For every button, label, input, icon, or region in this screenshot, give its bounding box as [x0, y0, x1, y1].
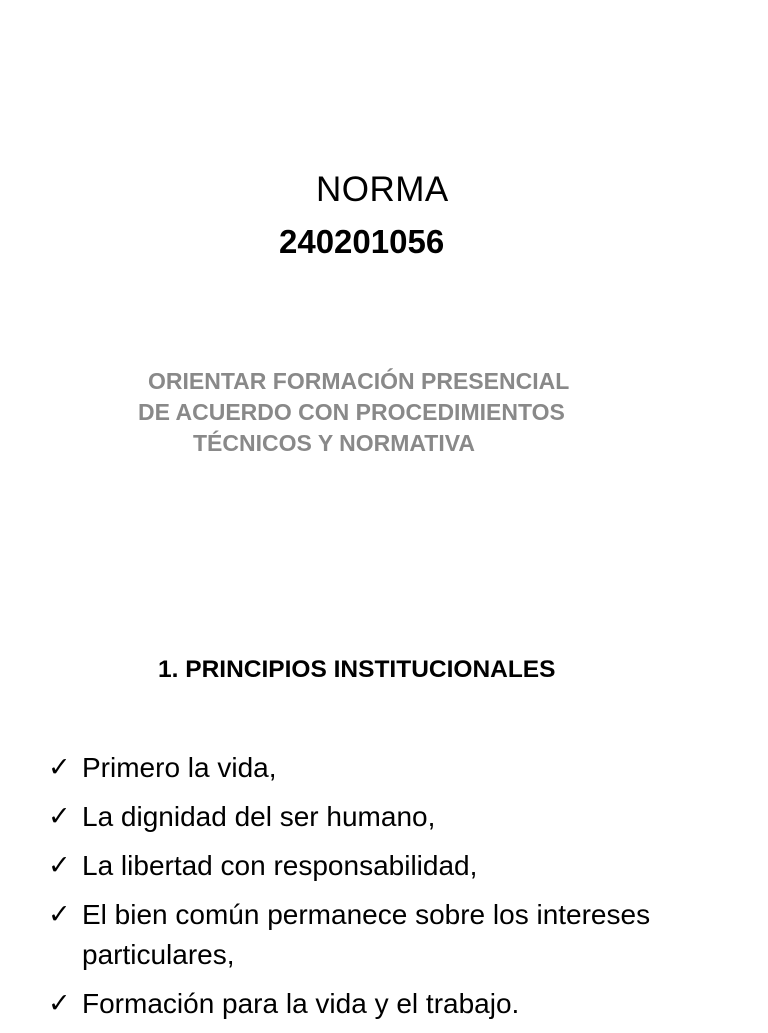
- list-item: [48, 797, 728, 837]
- section-heading: 1. PRINCIPIOS INSTITUCIONALES: [158, 656, 556, 683]
- principles-list: [48, 748, 728, 1033]
- check-icon: ✓: [48, 988, 71, 1019]
- check-icon: ✓: [48, 899, 71, 930]
- principle-text: El bien común permanece sobre los intereses particulares,: [82, 899, 651, 970]
- norm-description-line: TÉCNICOS Y NORMATIVA: [193, 430, 475, 456]
- list-item: [48, 895, 728, 975]
- list-item: [48, 984, 728, 1024]
- norm-description-line: DE ACUERDO CON PROCEDIMIENTOS: [138, 399, 565, 425]
- check-icon: ✓: [48, 850, 71, 881]
- check-icon: ✓: [48, 801, 71, 832]
- check-icon: ✓: [48, 752, 71, 783]
- norm-code: 240201056: [279, 223, 445, 260]
- norm-description: [130, 366, 640, 459]
- principle-text: Formación para la vida y el trabajo.: [82, 988, 520, 1019]
- list-item: [48, 748, 728, 788]
- list-item: [48, 846, 728, 886]
- slide-title: NORMA: [316, 170, 449, 209]
- principle-text: La libertad con responsabilidad,: [82, 850, 478, 881]
- norm-description-line: ORIENTAR FORMACIÓN PRESENCIAL: [148, 368, 570, 394]
- principle-text: La dignidad del ser humano,: [82, 801, 436, 832]
- principle-text: Primero la vida,: [82, 752, 277, 783]
